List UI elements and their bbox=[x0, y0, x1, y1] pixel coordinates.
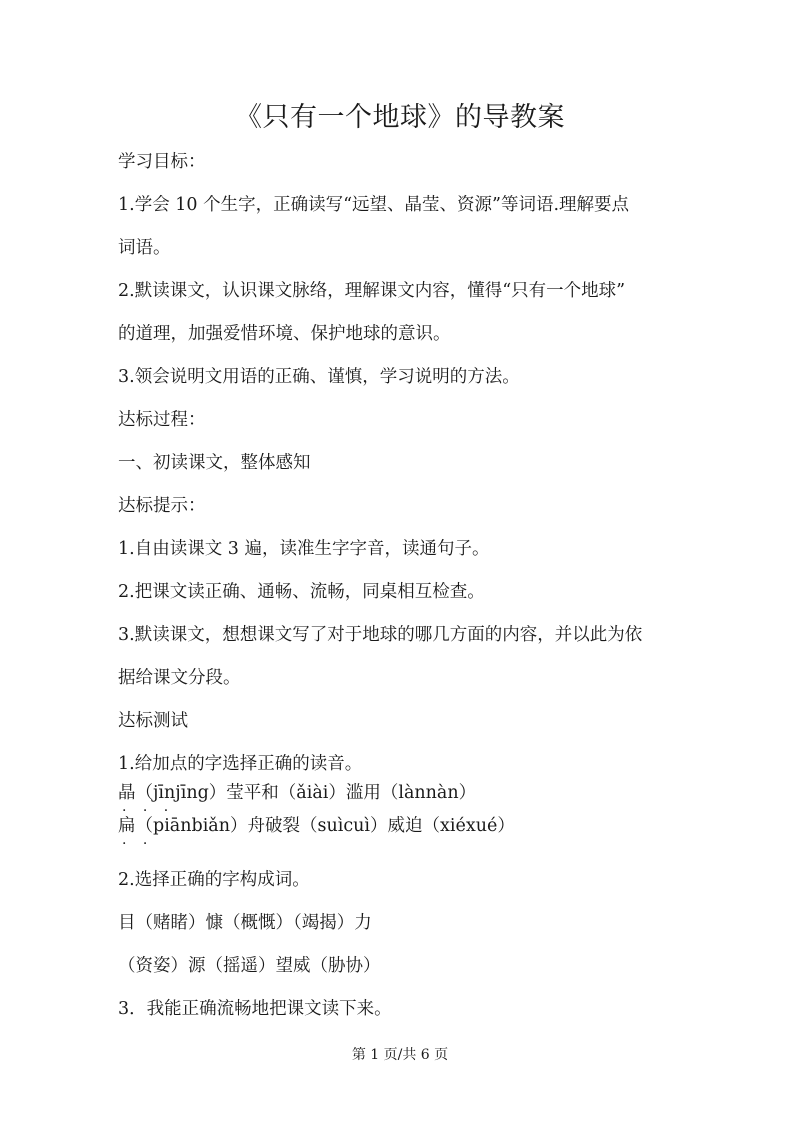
objective-2: 2.默读课文，认识课文脉络，理解课文内容，懂得“只有一个地球” bbox=[118, 281, 626, 301]
test-question-3: 3．我能正确流畅地把课文读下来。 bbox=[118, 999, 392, 1019]
pinyin-row-1: 晶（jīnjīng）莹平和（ǎiài）滥用（lànnàn） bbox=[118, 783, 477, 803]
objective-1-continued: 词语。 bbox=[118, 238, 171, 258]
test-question-1: 1.给加点的字选择正确的读音。 bbox=[118, 754, 363, 774]
tip-3-continued: 据给课文分段。 bbox=[118, 668, 241, 688]
section-heading-objectives: 学习目标： bbox=[118, 152, 206, 172]
pinyin-row-2: 扁（piānbiǎn）舟破裂（suìcuì）威迫（xiéxué） bbox=[118, 816, 515, 836]
tip-1: 1.自由读课文 3 遍，读准生字字音，读通句子。 bbox=[118, 539, 490, 559]
subsection-heading-reading: 一、初读课文，整体感知 bbox=[118, 453, 311, 473]
section-heading-tips: 达标提示： bbox=[118, 496, 206, 516]
section-heading-test: 达标测试 bbox=[118, 711, 188, 731]
tip-2: 2.把课文读正确、通畅、流畅，同桌相互检查。 bbox=[118, 582, 485, 602]
test-question-2: 2.选择正确的字构成词。 bbox=[118, 870, 310, 890]
page-footer: 第 1 页/共 6 页 bbox=[351, 1047, 449, 1063]
word-choice-row-2: （资姿）源（摇遥）望威（胁协） bbox=[118, 956, 381, 976]
emphasis-dots-row-2: · · bbox=[122, 836, 154, 852]
emphasis-dots-row-1: · · · bbox=[122, 803, 175, 819]
document-title: 《只有一个地球》的导教案 bbox=[235, 102, 565, 133]
objective-2-continued: 的道理，加强爱惜环境、保护地球的意识。 bbox=[118, 324, 451, 344]
word-choice-row-1: 目（赌睹）慷（概慨）（竭揭）力 bbox=[118, 913, 372, 933]
objective-3: 3.领会说明文用语的正确、谨慎，学习说明的方法。 bbox=[118, 367, 520, 387]
section-heading-process: 达标过程： bbox=[118, 410, 206, 430]
objective-1: 1.学会 10 个生字，正确读写“远望、晶莹、资源”等词语.理解要点 bbox=[118, 195, 630, 215]
tip-3: 3.默读课文，想想课文写了对于地球的哪几方面的内容，并以此为依 bbox=[118, 625, 643, 645]
